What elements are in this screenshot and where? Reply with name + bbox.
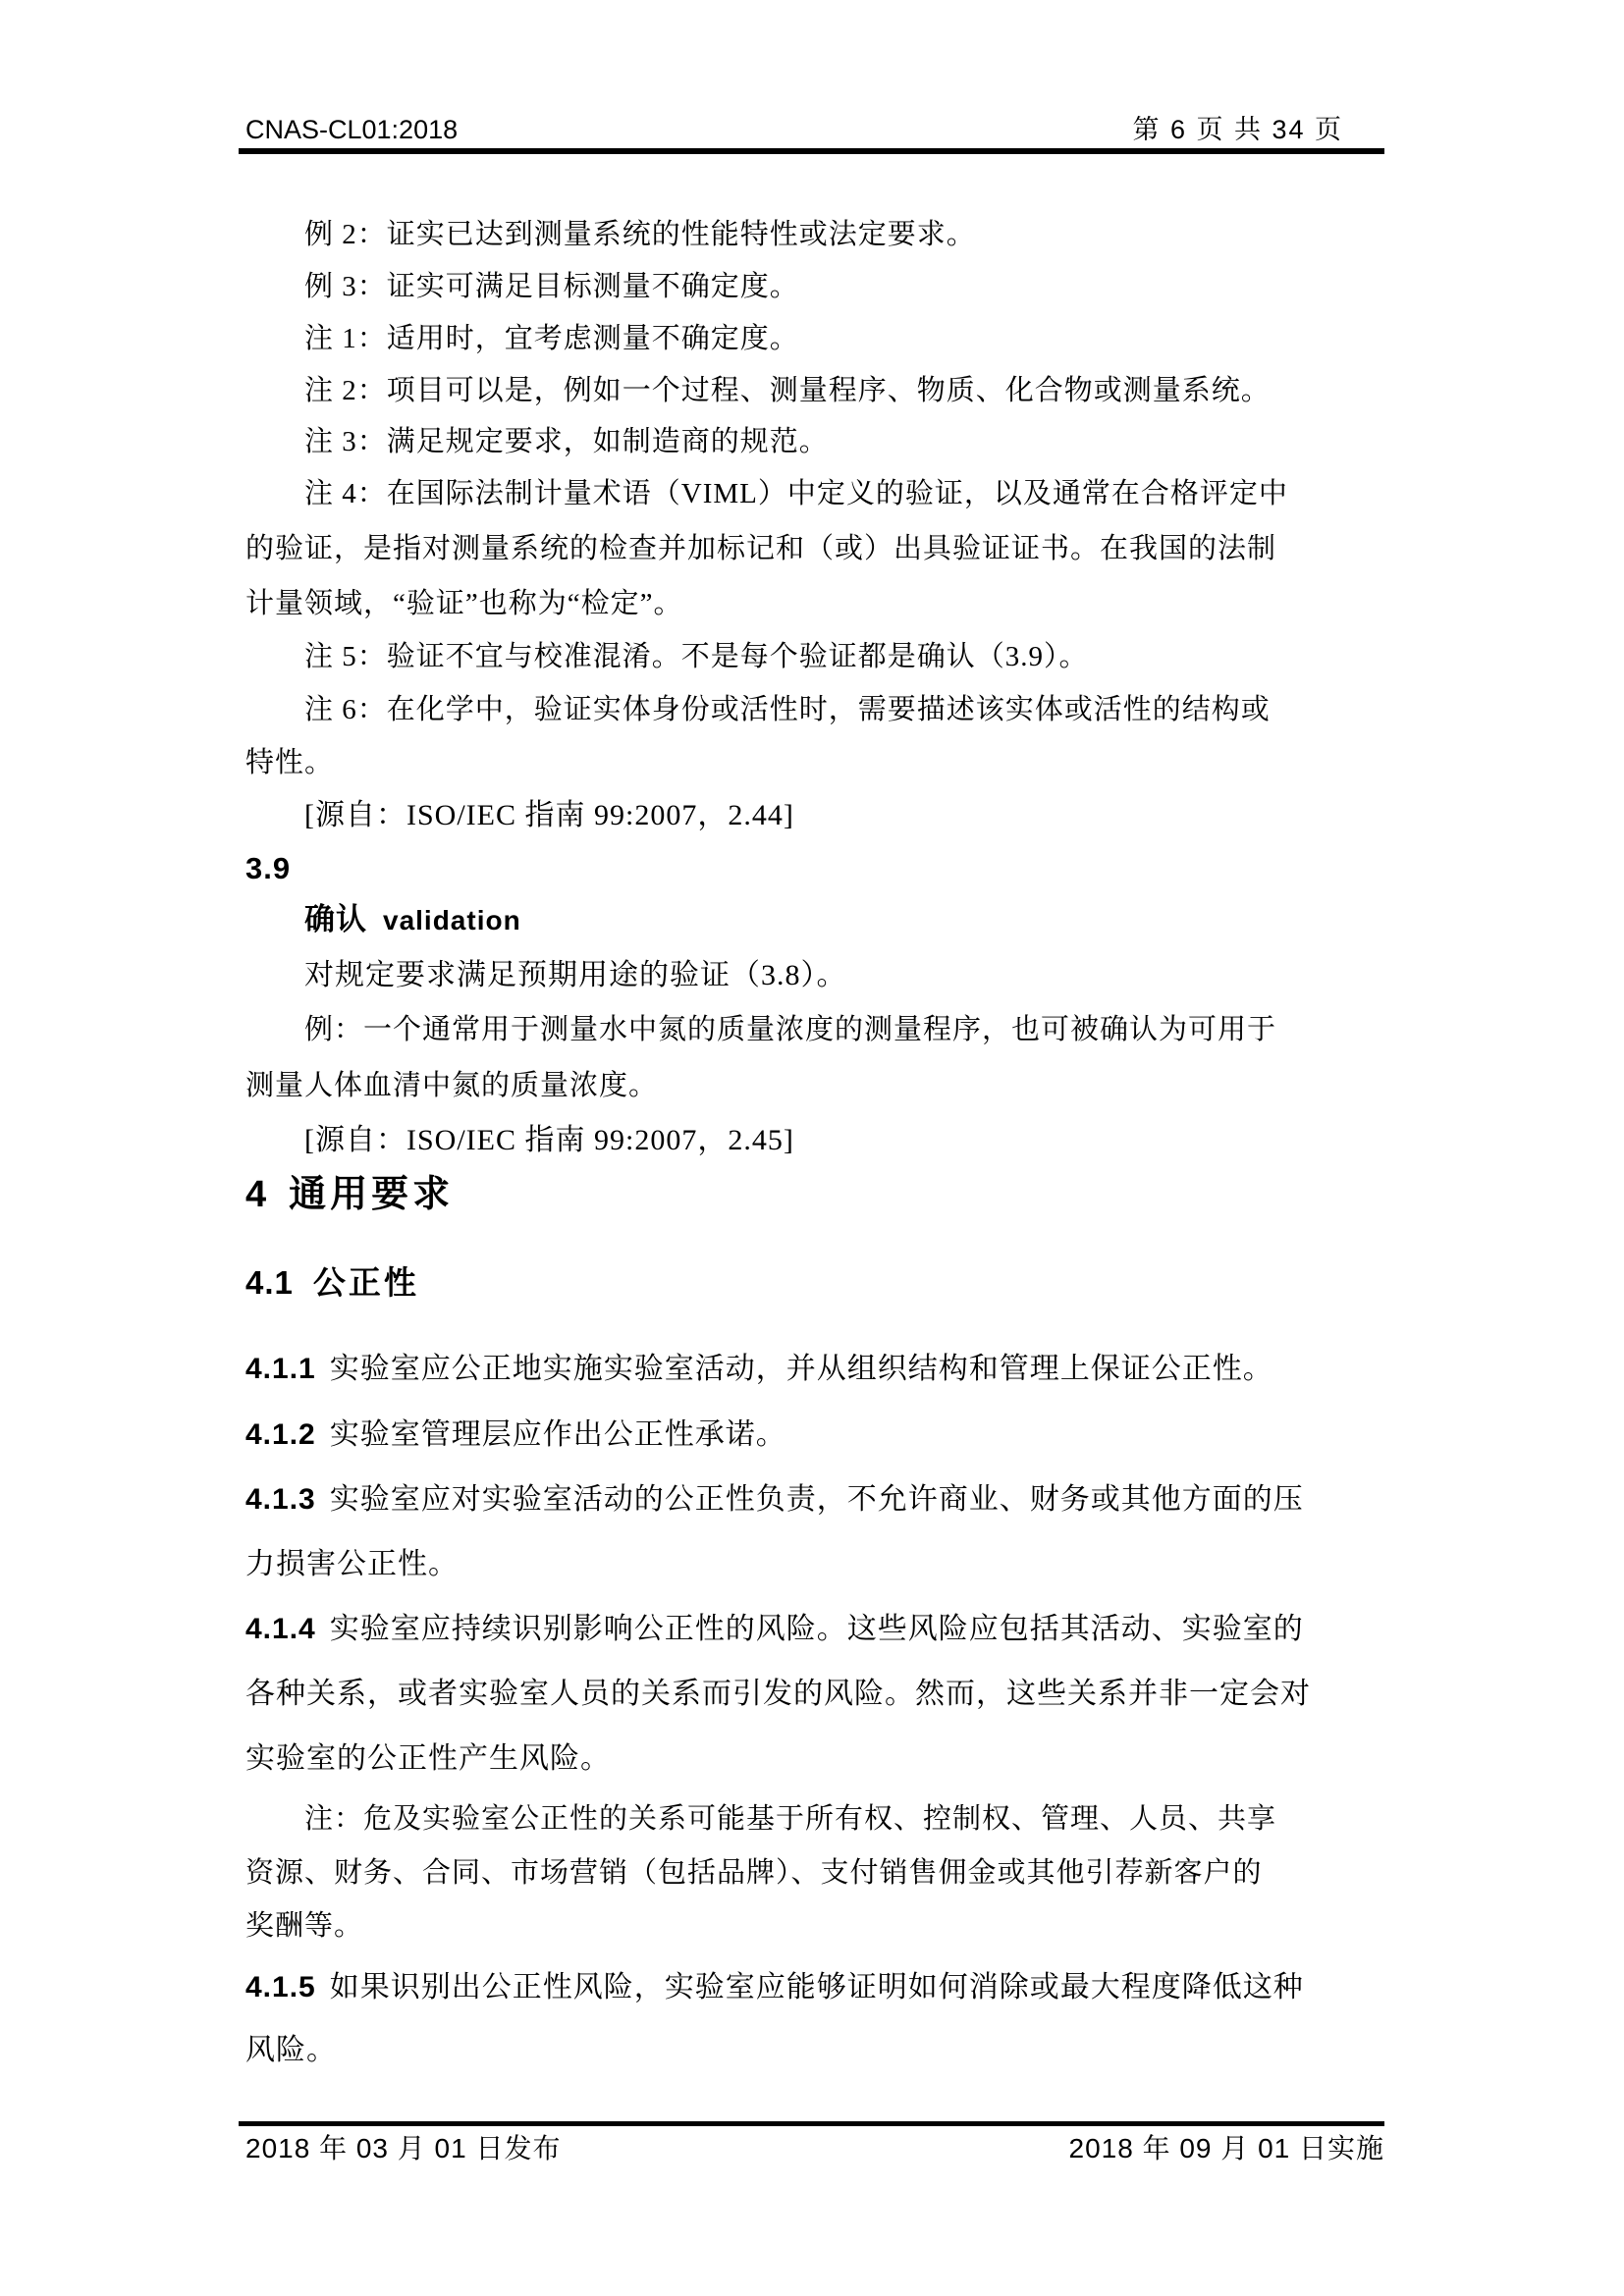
note-line: 计量领域，“验证”也称为“检定”。	[245, 588, 683, 619]
term-english: validation	[383, 905, 521, 935]
footer-issue-date: 2018 年 03 月 01 日发布	[245, 2133, 562, 2163]
source-reference: [源自：ISO/IEC 指南 99:2007，2.45]	[304, 1124, 794, 1156]
note-line: 注 3：满足规定要求，如制造商的规范。	[304, 426, 829, 457]
clause-line-4-1-3	[245, 1481, 1304, 1519]
footer-rule	[239, 2121, 1384, 2126]
clause-line-4-1-4	[245, 1611, 1304, 1648]
clause-number: 4.1.3	[245, 1483, 316, 1516]
body-line: 风险。	[245, 2034, 337, 2066]
note-line: 注 5：验证不宜与校准混淆。不是每个验证都是确认（3.9）。	[304, 641, 1089, 672]
section-heading-4-1	[245, 1264, 419, 1303]
note-line: 奖酬等。	[245, 1910, 364, 1942]
example-line: 例 3：证实可满足目标测量不确定度。	[304, 271, 799, 302]
section-heading-4	[245, 1176, 454, 1213]
section-number: 4	[245, 1174, 268, 1215]
section-title: 公正性	[312, 1264, 419, 1301]
body-line: 力损害公正性。	[245, 1548, 459, 1580]
body-line: 实验室的公正性产生风险。	[245, 1742, 611, 1775]
example-line: 例 2：证实已达到测量系统的性能特性或法定要求。	[304, 219, 976, 250]
term-line	[304, 901, 521, 939]
note-line: 特性。	[245, 747, 335, 778]
header-doc-code: CNAS-CL01:2018	[245, 115, 459, 144]
clause-text: 如果识别出公正性风险，实验室应能够证明如何消除或最大程度降低这种	[329, 1971, 1304, 2003]
header-rule	[239, 148, 1384, 154]
note-line: 注 2：项目可以是，例如一个过程、测量程序、物质、化合物或测量系统。	[304, 375, 1271, 406]
clause-text: 实验室应持续识别影响公正性的风险。这些风险应包括其活动、实验室的	[329, 1613, 1304, 1645]
clause-number: 4.1.2	[245, 1418, 316, 1451]
clause-text: 实验室应对实验室活动的公正性负责，不允许商业、财务或其他方面的压	[329, 1483, 1304, 1516]
clause-number: 4.1.1	[245, 1353, 316, 1385]
clause-number: 4.1.4	[245, 1613, 316, 1645]
section-number: 4.1	[245, 1264, 294, 1301]
header-page-number: 第 6 页 共 34 页	[1132, 115, 1343, 144]
clause-line-4-1-1	[245, 1351, 1273, 1388]
note-line: 注：危及实验室公正性的关系可能基于所有权、控制权、管理、人员、共享	[304, 1803, 1277, 1835]
note-line: 资源、财务、合同、市场营销（包括品牌）、支付销售佣金或其他引荐新客户的	[245, 1857, 1263, 1889]
clause-line-4-1-5	[245, 1969, 1304, 2006]
example-line: 例：一个通常用于测量水中氮的质量浓度的测量程序，也可被确认为可用于	[304, 1014, 1277, 1045]
clause-text: 实验室应公正地实施实验室活动，并从组织结构和管理上保证公正性。	[329, 1353, 1273, 1385]
clause-number: 4.1.5	[245, 1971, 316, 2003]
clause-number-3-9: 3.9	[245, 851, 292, 885]
term-chinese: 确认	[304, 902, 367, 936]
footer-implementation-date: 2018 年 09 月 01 日实施	[1068, 2133, 1384, 2163]
example-line: 测量人体血清中氮的质量浓度。	[245, 1070, 659, 1101]
section-title: 通用要求	[289, 1174, 455, 1215]
note-line: 注 1：适用时，宜考虑测量不确定度。	[304, 323, 799, 354]
note-line: 注 4：在国际法制计量术语（VIML）中定义的验证，以及通常在合格评定中	[304, 478, 1288, 509]
note-line: 的验证，是指对测量系统的检查并加标记和（或）出具验证证书。在我国的法制	[245, 533, 1277, 564]
clause-text: 实验室管理层应作出公正性承诺。	[329, 1418, 786, 1451]
body-line: 对规定要求满足预期用途的验证（3.8）。	[304, 959, 847, 991]
body-line: 各种关系，或者实验室人员的关系而引发的风险。然而，这些关系并非一定会对	[245, 1678, 1311, 1710]
clause-line-4-1-2	[245, 1416, 786, 1454]
note-line: 注 6：在化学中，验证实体身份或活性时，需要描述该实体或活性的结构或	[304, 694, 1271, 725]
source-reference: [源自：ISO/IEC 指南 99:2007，2.44]	[304, 799, 794, 831]
